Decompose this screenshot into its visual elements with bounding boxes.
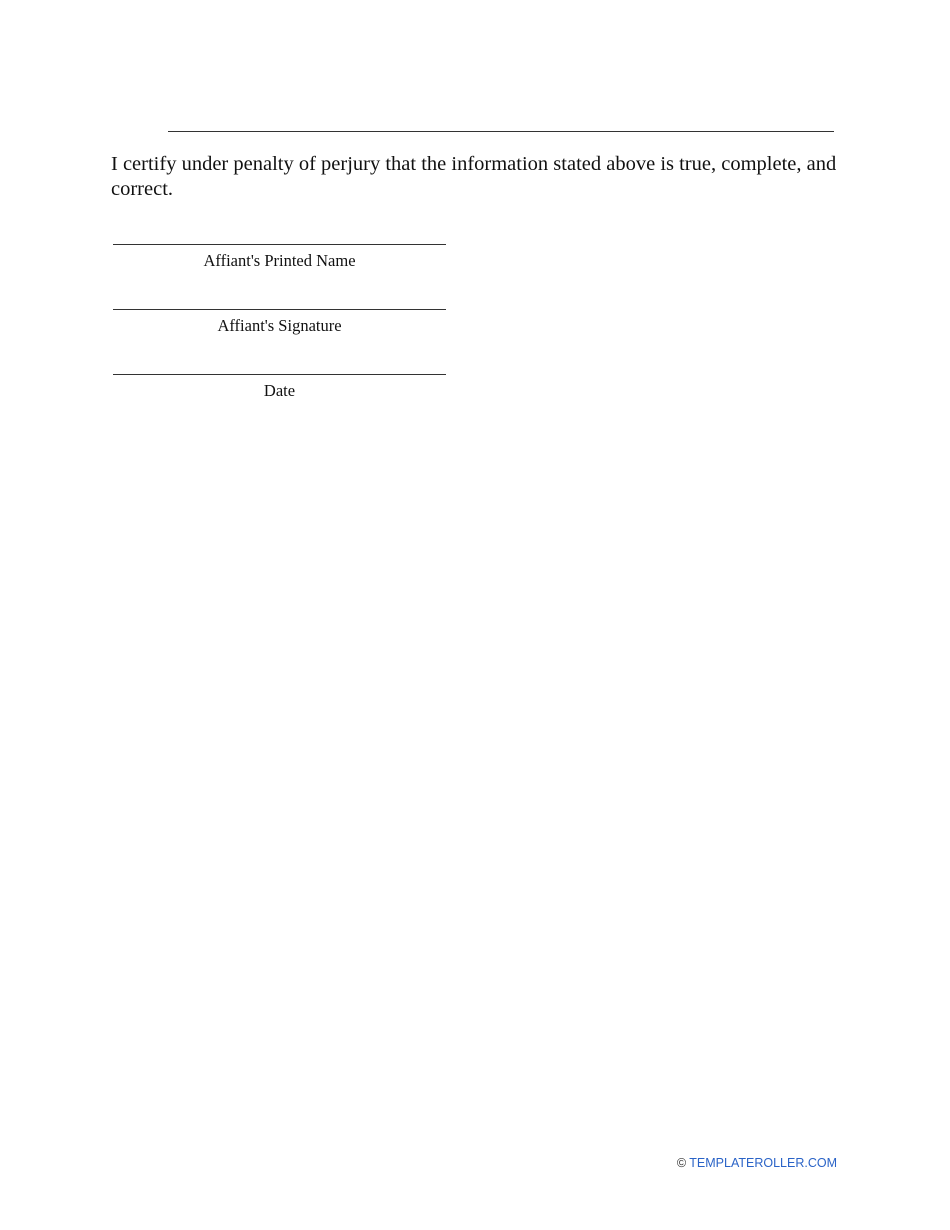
printed-name-field xyxy=(113,244,446,271)
date-field xyxy=(113,374,446,401)
copyright-symbol: © xyxy=(676,1156,687,1170)
certification-statement: I certify under penalty of perjury that the information stated above is true, complete, and correct. xyxy=(111,153,837,200)
signature-label: Affiant's Signature xyxy=(217,316,342,335)
printed-name-label: Affiant's Printed Name xyxy=(203,251,356,270)
signature-line[interactable] xyxy=(113,309,446,310)
footer-copyright xyxy=(677,1155,837,1171)
signature-field xyxy=(113,309,446,336)
printed-name-line[interactable] xyxy=(113,244,446,245)
fill-in-line[interactable] xyxy=(168,131,834,132)
templateroller-link[interactable]: TEMPLATEROLLER.COM xyxy=(689,1156,837,1170)
date-label: Date xyxy=(263,381,296,400)
date-line[interactable] xyxy=(113,374,446,375)
